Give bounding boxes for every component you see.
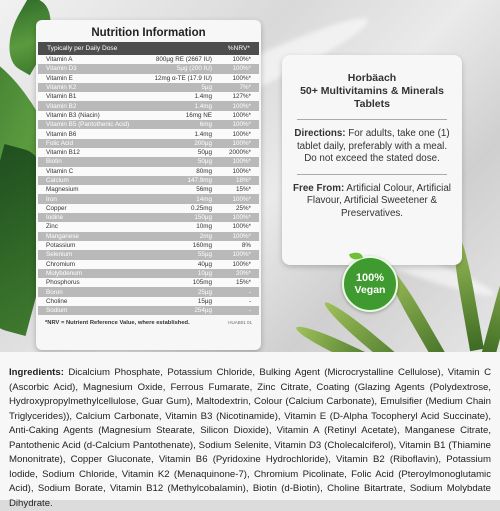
nutrient-name: Vitamin K2 [46, 84, 77, 92]
nutrient-name: Iron [46, 195, 57, 203]
nutrient-name: Selenium [46, 251, 73, 259]
ingredients-label: Ingredients: [9, 367, 64, 378]
nutrition-footnote-row [36, 315, 261, 326]
nutrition-row [38, 148, 259, 157]
nutrient-nrv: 15%* [235, 279, 251, 287]
nutrition-row [38, 222, 259, 231]
nutrient-nrv: 100%* [232, 158, 251, 166]
nutrient-nrv: 15%* [235, 186, 251, 194]
nutrient-nrv: 100%* [232, 167, 251, 175]
nutrient-amount: 56mg [196, 186, 212, 194]
nutrient-amount: 1.4mg [194, 102, 212, 110]
nutrient-name: Vitamin C [46, 167, 74, 175]
nutrition-row [38, 129, 259, 138]
nutrient-nrv: 100%* [232, 111, 251, 119]
nutrient-amount: 1.4mg [194, 130, 212, 138]
nutrient-amount: 55µg [197, 251, 212, 259]
nutrient-nrv: 25%* [235, 204, 251, 212]
nutrient-nrv: 100%* [232, 56, 251, 64]
nutrient-amount: 40µg [197, 260, 212, 268]
nutrition-row [38, 167, 259, 176]
nutrient-nrv: 2000%* [228, 149, 251, 157]
nutrition-row [38, 55, 259, 64]
nutrient-amount: 200µg [194, 139, 212, 147]
nutrition-row [38, 185, 259, 194]
nutrient-name: Vitamin B1 [46, 93, 77, 101]
nutrient-amount: 1.4mg [194, 93, 212, 101]
nutrient-name: Vitamin B2 [46, 102, 77, 110]
nutrition-information-panel [36, 20, 261, 350]
nutrition-title: Nutrition Information [91, 27, 206, 39]
nutrient-nrv: 18%* [235, 177, 251, 184]
nutrient-name: Chromium [46, 260, 76, 268]
nutrition-row [38, 194, 259, 203]
nutrient-name: Manganese [46, 232, 79, 240]
nutrient-amount: 5µg (200 IU) [176, 65, 212, 73]
vegan-word: Vegan [354, 284, 386, 296]
nutrient-name: Molybdenum [46, 269, 83, 277]
nutrient-nrv: - [248, 288, 251, 296]
nutrient-name: Iodine [46, 214, 64, 222]
nutrition-row [38, 213, 259, 222]
nutrition-row [38, 74, 259, 83]
nutrient-amount: 160mg [192, 242, 212, 250]
header-nrv-label: %NRV* [227, 45, 250, 52]
nutrient-name: Vitamin A [46, 56, 73, 64]
nutrient-amount: 15µg [197, 297, 212, 305]
nutrition-row [38, 83, 259, 92]
nutrient-nrv: 100%* [232, 195, 251, 203]
ingredients-text: Dicalcium Phosphate, Potassium Chloride, Bulking Agent (Microcrystalline Cellulose), Vitamin C (Ascorbic Acid), Magnesium Oxide, Ferrous Fumarate, Zinc Citrate, Coating (Glazing Agents (Polydextrose, Hydroxypropylmethylcellulose, Guar Gum), Maltodextrin, Colour (Calcium Carbonate), Emulsifier (Medium Chain Triglycerides)), Calcium Carbonate, Vitamin B3 (Nicotinamide), Vitamin E (D-Alpha Tocopheryl Acid Succinate), Anti-Caking Agents (Magnesium Stearate, Silicon Dioxide), Vitamin A (Retinyl Acetate), Manganese Citrate, Pantothenic Acid (d-Calcium Pantothenate), Sodium Selenite, Vitamin D3 (Cholecalciferol), Vitamin B1 (Thiamine Mononitrate), Copper Gluconate, Vitamin B6 (Pyridoxine Hydrochloride), Vitamin B2 (Riboflavin), Potassium Iodide, Sodium Chloride, Vitamin K2 (Menaquinone-7), Chromium Picolinate, Folic Acid (Pteroylmonoglutamic Acid), Sodium Borate, Vitamin B12 (Methylcobalamin), Biotin (d-Biotin), Choline Bitartrate, Sodium Molybdate Dihydrate. [9, 367, 491, 509]
nutrition-row [38, 250, 259, 259]
nutrient-nrv: 100%* [232, 102, 251, 110]
nutrient-nrv: 100%* [232, 139, 251, 147]
nutrition-row [38, 232, 259, 241]
product-title-line2: Tablets [354, 98, 390, 110]
nutrient-nrv: 100%* [232, 74, 251, 82]
nutrient-name: Boron [46, 288, 63, 296]
nutrient-name: Vitamin B5 (Pantothenic Acid) [46, 121, 130, 129]
nutrition-row [38, 306, 259, 315]
nutrient-amount: 14mg [196, 195, 212, 203]
nutrient-nrv: 100%* [232, 130, 251, 138]
nutrient-amount: 105mg [192, 279, 212, 287]
nutrient-amount: 800µg RE (2667 IU) [155, 56, 212, 64]
nutrient-amount: 147.9mg [187, 177, 212, 184]
nutrition-row [38, 297, 259, 306]
nutrient-amount: 10µg [197, 269, 212, 277]
nutrient-name: Sodium [46, 307, 68, 315]
nutrition-row [38, 287, 259, 296]
nutrient-amount: 10mg [196, 223, 212, 231]
nutrient-amount: 0.25mg [190, 204, 212, 212]
nutrition-row [38, 120, 259, 129]
product-title-line1: 50+ Multivitamins & Minerals [300, 85, 444, 97]
nutrient-amount: 6mg [199, 121, 212, 129]
nutrition-table [38, 55, 259, 315]
nutrient-name: Phosphorus [46, 279, 80, 287]
nutrient-nrv: 20%* [235, 269, 251, 277]
nutrient-amount: 50µg [197, 158, 212, 166]
nutrient-name: Zinc [46, 223, 58, 231]
nutrition-row [38, 101, 259, 110]
nutrient-nrv: 100%* [232, 214, 251, 222]
divider [297, 119, 447, 120]
directions-label: Directions: [294, 128, 346, 139]
nutrient-nrv: 100%* [232, 251, 251, 259]
nutrient-name: Vitamin B12 [46, 149, 80, 157]
nutrient-amount: 150µg [194, 214, 212, 222]
nutrient-nrv: 100%* [232, 223, 251, 231]
batch-code: HUAB01 01 [228, 320, 252, 326]
nutrient-name: Potassium [46, 242, 76, 250]
nutrient-nrv: 8% [241, 242, 251, 250]
nutrient-amount: 25µg [197, 288, 212, 296]
nutrient-amount: 50µg [197, 149, 212, 157]
product-info-card [282, 55, 462, 265]
nutrient-name: Biotin [46, 158, 62, 166]
nutrient-nrv: 7%* [239, 84, 251, 92]
nutrition-row [38, 139, 259, 148]
nutrition-row [38, 64, 259, 73]
nutrient-amount: 254µg [194, 307, 212, 315]
nutrient-name: Vitamin B3 (Niacin) [46, 111, 100, 119]
palm-frond [480, 242, 500, 352]
nutrition-row [38, 176, 259, 185]
nutrient-name: Vitamin E [46, 74, 73, 82]
nutrition-row [38, 157, 259, 166]
nutrient-amount: 12mg α-TE (17.9 IU) [154, 74, 212, 82]
nutrition-row [38, 260, 259, 269]
nutrition-row [38, 92, 259, 101]
vegan-badge [342, 256, 398, 312]
divider [297, 174, 447, 175]
nutrient-name: Calcium [46, 177, 69, 184]
nutrient-nrv: - [248, 297, 251, 305]
nutrition-table-header [38, 42, 259, 55]
nutrient-nrv: 100%* [232, 65, 251, 73]
brand-name: Horbäach [347, 72, 397, 84]
nutrient-name: Folic Acid [46, 139, 73, 147]
nutrient-amount: 2mg [199, 232, 212, 240]
nutrient-name: Vitamin D3 [46, 65, 77, 73]
nutrition-row [38, 204, 259, 213]
vegan-percent: 100% [355, 272, 385, 284]
header-dose-label: Typically per Daily Dose [47, 45, 118, 52]
directions-text [282, 128, 462, 166]
nutrient-amount: 80mg [196, 167, 212, 175]
nutrient-name: Choline [46, 297, 68, 305]
nutrient-nrv: 127%* [232, 93, 251, 101]
nutrient-name: Copper [46, 204, 67, 212]
nrv-footnote: *NRV = Nutrient Reference Value, where established. [45, 320, 190, 327]
free-from-text [282, 183, 462, 221]
nutrient-amount: 5µg [201, 84, 212, 92]
nutrient-name: Vitamin B6 [46, 130, 77, 138]
product-name [282, 55, 462, 111]
nutrient-nrv: - [248, 307, 251, 315]
nutrient-nrv: 100%* [232, 232, 251, 240]
ingredients-panel [0, 352, 500, 509]
nutrition-row [38, 269, 259, 278]
free-from-body: Artificial Colour, Artificial Flavour, Artificial Sweetener & Preservatives. [306, 182, 451, 219]
nutrition-row [38, 241, 259, 250]
nutrient-nrv: 100%* [232, 121, 251, 129]
nutrient-amount: 16mg NE [185, 111, 212, 119]
nutrition-row [38, 111, 259, 120]
nutrition-row [38, 278, 259, 287]
directions-body: For adults, take one (1) tablet daily, preferably with a meal. Do not exceed the stated dose. [296, 128, 450, 164]
free-from-label: Free From: [293, 182, 345, 194]
nutrient-nrv: 100%* [232, 260, 251, 268]
nutrient-name: Magnesium [46, 186, 79, 194]
